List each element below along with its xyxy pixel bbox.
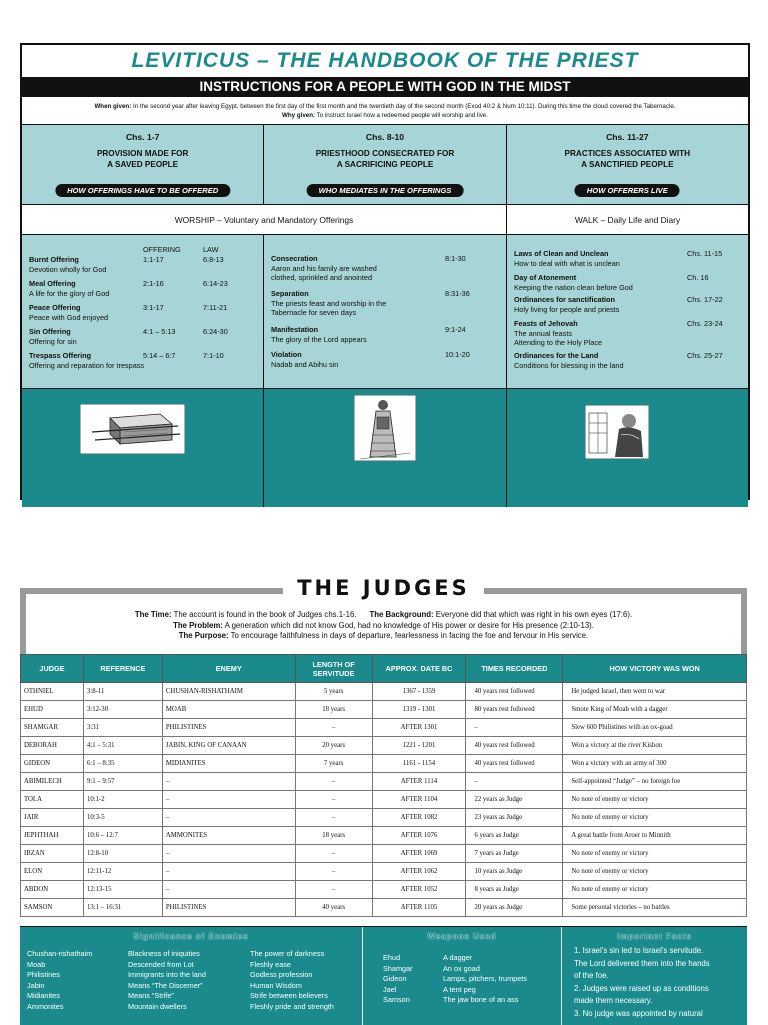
section-title-line: A SANCTIFIED PEOPLE xyxy=(581,160,674,169)
table-cell: 1319 - 1301 xyxy=(372,701,466,719)
section-pill: HOW OFFERINGS HAVE TO BE OFFERED xyxy=(55,184,230,197)
column-header: JUDGE xyxy=(21,655,84,683)
table-cell: 22 years as Judge xyxy=(466,791,563,809)
table-cell: 12:11-12 xyxy=(83,863,162,881)
table-cell: – xyxy=(295,719,372,737)
priesthood-panel xyxy=(264,235,507,388)
table-cell: – xyxy=(295,809,372,827)
table-cell: MIDIANITES xyxy=(162,755,295,773)
table-cell: – xyxy=(162,791,295,809)
weapons-panel xyxy=(363,927,562,1025)
section-title-line: PRACTICES ASSOCIATED WITH xyxy=(564,149,691,158)
table-cell: 6:1 – 8:35 xyxy=(83,755,162,773)
table-cell: 40 years rest followed xyxy=(466,683,563,701)
table-cell: – xyxy=(162,845,295,863)
table-row xyxy=(21,683,747,701)
priesthood-item: Consecration Aaron and his family are washed clothed, sprinkled and anointed xyxy=(271,254,377,282)
offering-ref: 1:1-17 xyxy=(143,255,164,264)
section-pill: WHO MEDIATES IN THE OFFERINGS xyxy=(307,184,464,197)
judges-chart xyxy=(20,576,747,1024)
table-cell: 4:1 – 5:31 xyxy=(83,737,162,755)
table-cell: – xyxy=(295,773,372,791)
chapter-range: Chs. 11-27 xyxy=(606,132,649,142)
offering-ref: 2:1-16 xyxy=(143,279,164,288)
table-cell: No note of enemy or victory xyxy=(563,863,747,881)
priesthood-ref: 8:31-36 xyxy=(445,289,470,298)
table-cell: ABIMILECH xyxy=(21,773,84,791)
table-row xyxy=(21,737,747,755)
weapons-heading: Weapons Used xyxy=(427,932,497,941)
table-cell: – xyxy=(162,863,295,881)
table-cell: No note of enemy or victory xyxy=(563,881,747,899)
table-row xyxy=(21,827,747,845)
table-cell: 8 years as Judge xyxy=(466,881,563,899)
column-header: REFERENCE xyxy=(83,655,162,683)
table-row xyxy=(21,719,747,737)
time-text: The account is found in the book of Judges chs.1-16. xyxy=(173,610,357,619)
practice-ref: Chs. 25-27 xyxy=(687,351,723,360)
table-cell: Slew 600 Philistines with an ox-goad xyxy=(563,719,747,737)
practice-item: Ordinances for the Land Conditions for blessing in the land xyxy=(514,351,624,370)
table-cell: 1161 - 1154 xyxy=(372,755,466,773)
section-column xyxy=(264,125,506,204)
walk-band: WALK – Daily Life and Diary xyxy=(574,214,681,225)
table-cell: No note of enemy or victory xyxy=(563,809,747,827)
table-cell: AFTER 1052 xyxy=(372,881,466,899)
table-cell: CHUSHAN-RISHATHAIM xyxy=(162,683,295,701)
table-cell: – xyxy=(466,719,563,737)
priesthood-item: Violation Nadab and Abihu sin xyxy=(271,350,339,369)
priesthood-ref: 8:1-30 xyxy=(445,254,466,263)
table-cell: 1367 - 1359 xyxy=(372,683,466,701)
table-cell: 20 years xyxy=(295,737,372,755)
table-cell: JABIN, KING OF CANAAN xyxy=(162,737,295,755)
judges-table xyxy=(20,654,747,917)
table-cell: – xyxy=(162,881,295,899)
table-cell: 18 years xyxy=(295,701,372,719)
table-cell: 40 years rest followed xyxy=(466,737,563,755)
law-ref: 7:11-21 xyxy=(203,303,228,312)
priesthood-item: Manifestation The glory of the Lord appears xyxy=(271,325,367,344)
table-row xyxy=(21,863,747,881)
offering-item: Sin Offering Offering for sin xyxy=(29,327,77,346)
judges-footer xyxy=(20,926,747,1025)
judges-title: THE JUDGES xyxy=(283,576,484,600)
feast-illustration xyxy=(585,405,649,459)
table-cell: 1221 - 1201 xyxy=(372,737,466,755)
practices-panel xyxy=(507,235,748,388)
table-cell: 5 years xyxy=(295,683,372,701)
table-cell: 10:1-2 xyxy=(83,791,162,809)
worship-band: WORSHIP – Voluntary and Mandatory Offerings xyxy=(22,205,507,234)
table-row xyxy=(21,773,747,791)
offering-ref: 5:14 – 6:7 xyxy=(143,351,176,360)
table-cell: AFTER 1069 xyxy=(372,845,466,863)
table-cell: EHUD xyxy=(21,701,84,719)
offering-header: OFFERING xyxy=(143,245,181,254)
table-cell: A great battle from Aroer to Minnith xyxy=(563,827,747,845)
table-cell: PHILISTINES xyxy=(162,899,295,917)
offering-ref: 4:1 – 5:13 xyxy=(143,327,176,336)
table-cell: – xyxy=(295,791,372,809)
table-cell: – xyxy=(295,881,372,899)
illustration-cell xyxy=(264,389,507,507)
offering-ref: 3:1-17 xyxy=(143,303,164,312)
table-cell: – xyxy=(162,809,295,827)
facts-heading: Important Facts xyxy=(616,932,692,941)
table-cell: – xyxy=(295,863,372,881)
table-cell: 9:1 – 9:57 xyxy=(83,773,162,791)
table-cell: Some personal victories – no battles xyxy=(563,899,747,917)
background-text: Everyone did that which was right in his own eyes (17:6). xyxy=(435,610,633,619)
table-cell: JAIR xyxy=(21,809,84,827)
law-ref: 6:8-13 xyxy=(203,255,224,264)
offering-item: Meal Offering A life for the glory of God xyxy=(29,279,110,298)
table-cell: Smote King of Moab with a dagger xyxy=(563,701,747,719)
table-row xyxy=(21,899,747,917)
table-cell: No note of enemy or victory xyxy=(563,845,747,863)
offering-item: Trespass Offering Offering and reparation for trespass xyxy=(29,351,145,370)
table-row xyxy=(21,791,747,809)
leviticus-context xyxy=(22,97,748,124)
details-row xyxy=(22,235,748,389)
table-cell: 10:6 – 12:7 xyxy=(83,827,162,845)
significance-panel xyxy=(20,927,363,1025)
priesthood-ref: 9:1-24 xyxy=(445,325,466,334)
section-title-line: A SAVED PEOPLE xyxy=(107,160,179,169)
illustrations-row xyxy=(22,389,748,507)
table-cell: Won a victory with an army of 300 xyxy=(563,755,747,773)
table-cell: AMMONITES xyxy=(162,827,295,845)
table-header-row xyxy=(21,655,747,683)
leviticus-title: LEVITICUS – THE HANDBOOK OF THE PRIEST xyxy=(131,49,639,72)
table-row xyxy=(21,755,747,773)
practice-ref: Ch. 16 xyxy=(687,273,709,282)
priesthood-item: Separation The priests feast and worship in the Tabernacle for seven days xyxy=(271,289,387,317)
column-header: HOW VICTORY WAS WON xyxy=(563,655,747,683)
priesthood-ref: 10:1-20 xyxy=(445,350,470,359)
table-cell: AFTER 1082 xyxy=(372,809,466,827)
table-cell: ELON xyxy=(21,863,84,881)
offerings-panel xyxy=(22,235,264,388)
table-cell: ABDON xyxy=(21,881,84,899)
table-cell: 10:3-5 xyxy=(83,809,162,827)
weapon-names: A dagger An ox goad Lamps, pitchers, trumpets A tent peg The jaw bone of an ass xyxy=(443,953,527,1004)
section-column xyxy=(22,125,264,204)
column-header: APPROX. DATE BC xyxy=(372,655,466,683)
table-cell: 7 years as Judge xyxy=(466,845,563,863)
section-title-line: A SACRIFICING PEOPLE xyxy=(336,160,434,169)
table-cell: TOLA xyxy=(21,791,84,809)
table-cell: IBZAN xyxy=(21,845,84,863)
table-cell: – xyxy=(295,845,372,863)
illustration-cell xyxy=(507,389,748,507)
table-cell: 13:1 – 16:31 xyxy=(83,899,162,917)
table-cell: Won a victory at the river Kishon xyxy=(563,737,747,755)
table-cell: JEPHTHAH xyxy=(21,827,84,845)
table-cell: 3:8-11 xyxy=(83,683,162,701)
enemy-spiritual: The power of darkness Fleshly ease Godless profession Human Wisdom Strife between believers Fleshly pride and strength xyxy=(250,949,334,1011)
table-cell: AFTER 1104 xyxy=(372,791,466,809)
table-cell: 3:31 xyxy=(83,719,162,737)
practice-ref: Chs. 17-22 xyxy=(687,295,723,304)
table-cell: SHAMGAR xyxy=(21,719,84,737)
practice-item: Ordinances for sanctification Holy living for people and priests xyxy=(514,295,620,314)
enemy-names: Chushan-rishathaim Moab Philistines Jabin Midianites Ammonites xyxy=(27,949,93,1011)
worship-walk-band xyxy=(22,204,748,235)
table-cell: – xyxy=(466,773,563,791)
weapon-users: Ehud Shamgar Gideon Jael Samson xyxy=(383,953,413,1004)
practice-ref: Chs. 11-15 xyxy=(687,249,723,258)
table-cell: AFTER 1105 xyxy=(372,899,466,917)
illustration-cell xyxy=(22,389,264,507)
table-cell: He judged Israel, then went to war xyxy=(563,683,747,701)
offering-item: Peace Offering Peace with God enjoyed xyxy=(29,303,109,322)
when-text: In the second year after leaving Egypt, between the first day of the first month and the twentieth day of the second month (Exod 40:2 & Num 10:11). During this time the cloud covered the Tabernacle. xyxy=(132,103,676,110)
offering-item: Burnt Offering Devotion wholly for God xyxy=(29,255,107,274)
high-priest-illustration xyxy=(354,395,416,461)
table-cell: AFTER 1076 xyxy=(372,827,466,845)
enemy-meanings: Blackness of iniquities Descended from Lot Immigrants into the land Means “The Discerner” Means “Strife” Mountain dwellers xyxy=(128,949,206,1011)
table-cell: AFTER 1301 xyxy=(372,719,466,737)
table-cell: 10 years as Judge xyxy=(466,863,563,881)
judges-intro xyxy=(20,610,747,642)
table-cell: AFTER 1062 xyxy=(372,863,466,881)
facts-panel xyxy=(562,927,747,1025)
law-header: LAW xyxy=(203,245,219,254)
section-column xyxy=(507,125,748,204)
problem-text: A generation which did not know God, had no knowledge of His power or desire for His presence (2:10-13). xyxy=(224,620,594,630)
when-label: When given: xyxy=(94,103,132,110)
table-cell: 80 years rest followed xyxy=(466,701,563,719)
facts-text: 1. Israel’s sin led to Israel’s servitude. The Lord delivered them into the hands of the foe. 2. Judges were raised up as conditions made them necessary. 3. No judge was appointed by natural xyxy=(574,946,710,1018)
table-cell: 3:12-30 xyxy=(83,701,162,719)
why-text: To instruct Israel how a redeemed people will worship and live. xyxy=(316,112,488,119)
table-cell: 12:8-10 xyxy=(83,845,162,863)
problem-label: The Problem: xyxy=(173,620,223,630)
table-cell: 23 years as Judge xyxy=(466,809,563,827)
purpose-text: To encourage faithfulness in days of departure, fearlessness in facing the foe and fervour in His service. xyxy=(230,631,589,640)
table-cell: Self-appointed “Judge” – no foreign foe xyxy=(563,773,747,791)
table-cell: OTHNIEL xyxy=(21,683,84,701)
column-header: LENGTH OF SERVITUDE xyxy=(295,655,372,683)
law-ref: 6:14-23 xyxy=(203,279,228,288)
table-cell: 20 years as Judge xyxy=(466,899,563,917)
altar-illustration xyxy=(80,404,185,454)
table-row xyxy=(21,701,747,719)
background-label: The Background: xyxy=(369,610,434,619)
leviticus-subtitle: INSTRUCTIONS FOR A PEOPLE WITH GOD IN THE MIDST xyxy=(22,77,748,97)
law-ref: 7:1-10 xyxy=(203,351,224,360)
table-cell: 40 years rest followed xyxy=(466,755,563,773)
table-row xyxy=(21,809,747,827)
chapter-range: Chs. 1-7 xyxy=(125,132,160,142)
table-row xyxy=(21,881,747,899)
table-cell: – xyxy=(162,773,295,791)
significance-heading: Significance of Enemies xyxy=(133,932,249,941)
chapter-range: Chs. 8-10 xyxy=(365,132,405,142)
table-cell: SAMSON xyxy=(21,899,84,917)
table-cell: 40 years xyxy=(295,899,372,917)
time-label: The Time: xyxy=(134,610,172,619)
why-label: Why given: xyxy=(282,112,316,119)
table-cell: No note of enemy or victory xyxy=(563,791,747,809)
practice-ref: Chs. 23-24 xyxy=(687,319,723,328)
column-header: ENEMY xyxy=(162,655,295,683)
law-ref: 6:24-30 xyxy=(203,327,228,336)
leviticus-chart xyxy=(20,43,750,500)
practice-item: Day of Atonement Keeping the nation clean before God xyxy=(514,273,633,292)
table-cell: 7 years xyxy=(295,755,372,773)
practice-item: Laws of Clean and Unclean How to deal with what is unclean xyxy=(514,249,620,268)
section-pill: HOW OFFERERS LIVE xyxy=(575,184,680,197)
table-cell: MOAB xyxy=(162,701,295,719)
table-cell: 18 years xyxy=(295,827,372,845)
section-title-line: PROVISION MADE FOR xyxy=(96,149,189,158)
table-cell: GIDEON xyxy=(21,755,84,773)
table-cell: 6 years as Judge xyxy=(466,827,563,845)
table-cell: AFTER 1114 xyxy=(372,773,466,791)
practice-item: Feasts of Jehovah The annual feasts Attending to the Holy Place xyxy=(514,319,603,347)
table-cell: PHILISTINES xyxy=(162,719,295,737)
table-row xyxy=(21,845,747,863)
table-cell: 12:13-15 xyxy=(83,881,162,899)
section-title-line: PRIESTHOOD CONSECRATED FOR xyxy=(315,149,455,158)
column-header: TIMES RECORDED xyxy=(466,655,563,683)
table-cell: DEBORAH xyxy=(21,737,84,755)
section-columns xyxy=(22,124,748,204)
purpose-label: The Purpose: xyxy=(178,631,229,640)
